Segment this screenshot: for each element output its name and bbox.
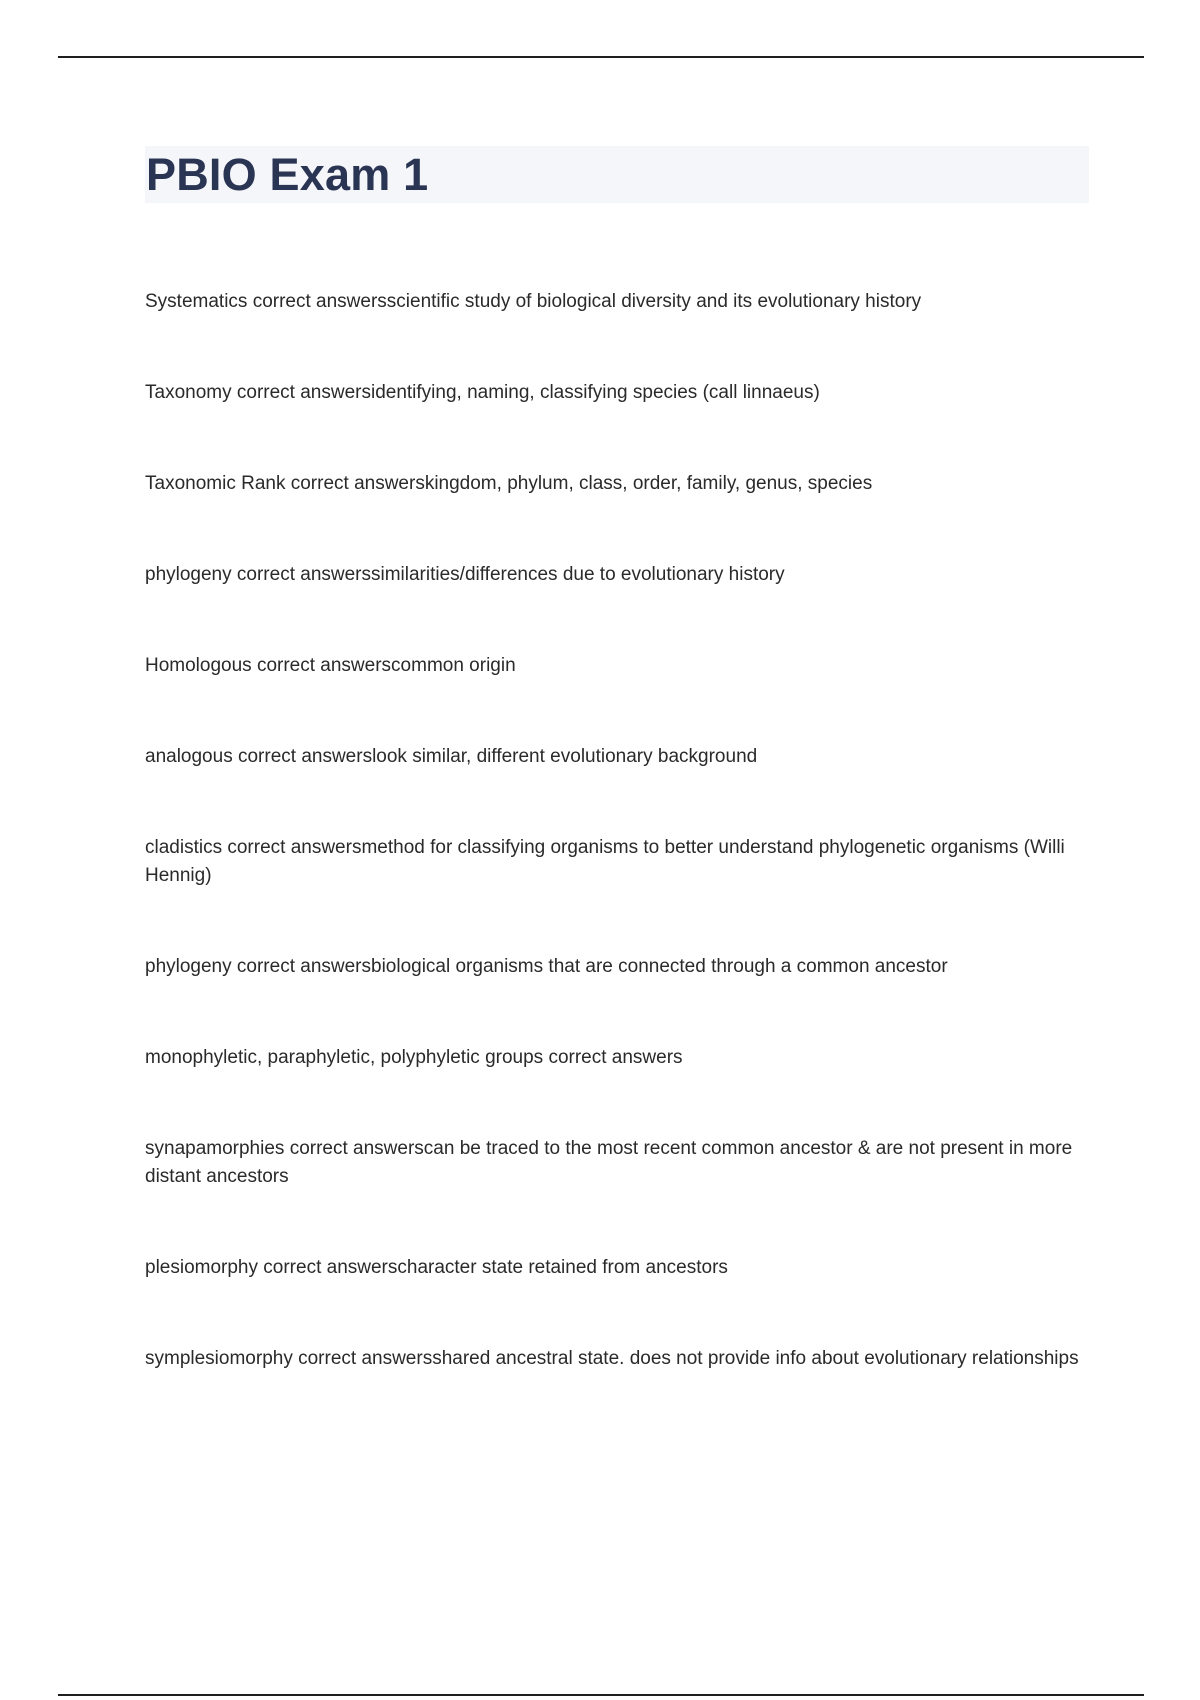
flashcard-entry-homologous: Homologous correct answerscommon origin: [145, 655, 516, 676]
flashcard-entry-synapamorphies: synapamorphies correct answerscan be traced to the most recent common ancestor & are not present in more distant ancestors: [145, 1138, 1073, 1187]
footer-rule: [58, 1694, 1144, 1696]
flashcard-entry-taxonomy: Taxonomy correct answersidentifying, naming, classifying species (call linnaeus): [145, 382, 820, 403]
flashcard-entry-taxonomic-rank: Taxonomic Rank correct answerskingdom, phylum, class, order, family, genus, species: [145, 473, 873, 494]
flashcard-list: [145, 288, 1090, 1436]
flashcard-entry-plesiomorphy: plesiomorphy correct answerscharacter state retained from ancestors: [145, 1257, 728, 1278]
flashcard-entry-phylogeny-2: phylogeny correct answersbiological organisms that are connected through a common ancestor: [145, 956, 948, 977]
flashcard-entry-systematics: Systematics correct answersscientific study of biological diversity and its evolutionary history: [145, 291, 922, 312]
flashcard-entry-symplesiomorphy: symplesiomorphy correct answersshared ancestral state. does not provide info about evolutionary relationships: [145, 1348, 1079, 1369]
flashcard-entry-phyletic-groups: monophyletic, paraphyletic, polyphyletic groups correct answers: [145, 1047, 683, 1068]
header-rule: [58, 56, 1144, 58]
flashcard-entry-cladistics: cladistics correct answersmethod for classifying organisms to better understand phylogenetic organisms (Willi Hennig): [145, 837, 1065, 886]
page-title: PBIO Exam 1: [146, 149, 429, 200]
flashcard-entry-phylogeny-1: phylogeny correct answerssimilarities/differences due to evolutionary history: [145, 564, 785, 585]
flashcard-entry-analogous: analogous correct answerslook similar, different evolutionary background: [145, 746, 758, 767]
